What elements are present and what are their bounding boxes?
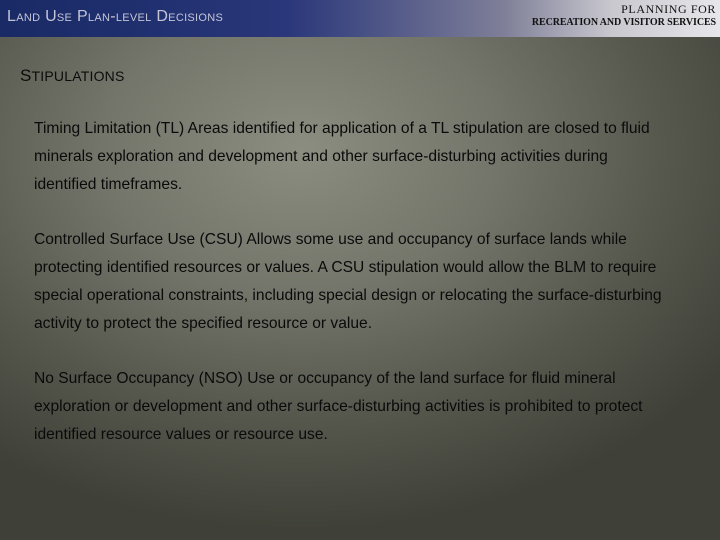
section-title [20, 66, 125, 86]
header-title: Land Use Plan-level Decisions [7, 8, 224, 25]
section-title-initial: S [20, 66, 32, 85]
section-title-rest: TIPULATIONS [31, 68, 125, 84]
header-subtitle-line2: RECREATION AND VISITOR SERVICES [531, 17, 716, 28]
paragraph-no-surface-occupancy: No Surface Occupancy (NSO) Use or occupancy of the land surface for fluid mineral exploration or development and other surface-disturbing activities is prohibited to protect identified resource values or resource use. [34, 370, 643, 443]
header-subtitle-line1: PLANNING FOR [621, 2, 716, 16]
header-subtitle [532, 2, 716, 30]
paragraph-timing-limitation: Timing Limitation (TL) Areas identified for application of a TL stipulation are closed to fluid minerals exploration and development and other surface-disturbing activities during identified timeframes. [34, 120, 650, 193]
body-text [34, 115, 674, 449]
paragraph-controlled-surface-use: Controlled Surface Use (CSU) Allows some use and occupancy of surface lands while protecting identified resources or values. A CSU stipulation would allow the BLM to require special operational constraints, including special design or relocating the surface-disturbing activity to protect the specified resource or value. [34, 231, 662, 332]
header-bar [0, 0, 720, 37]
